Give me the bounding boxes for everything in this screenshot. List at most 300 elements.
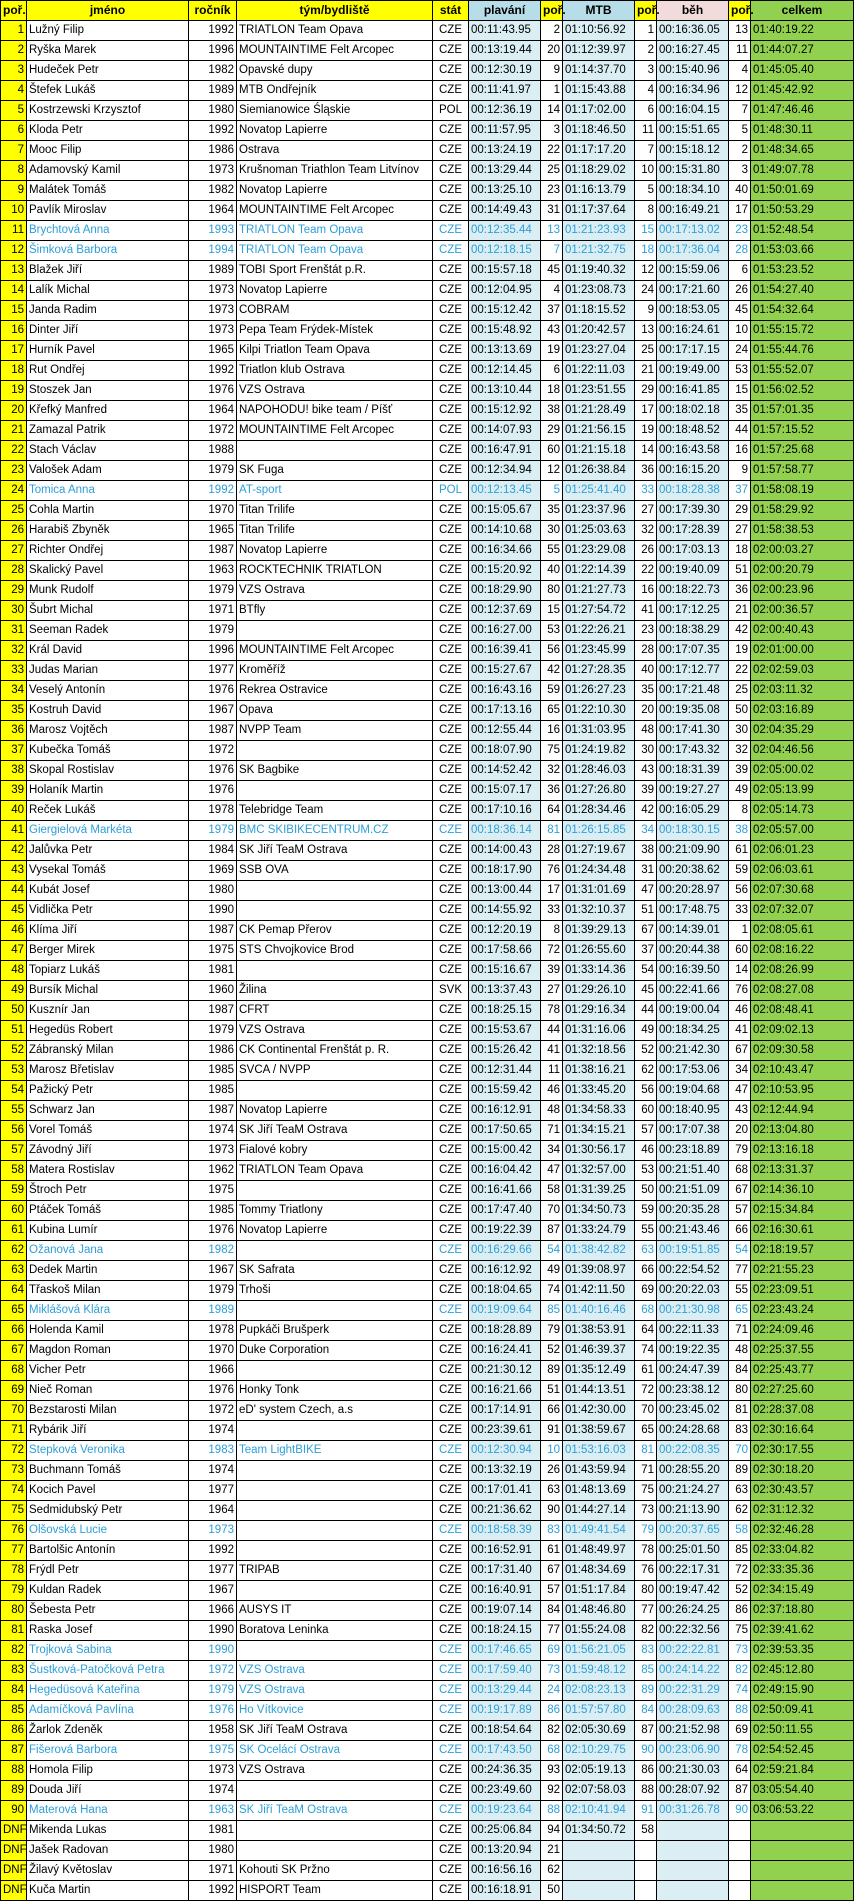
country-cell: CZE xyxy=(433,821,469,841)
run-rank-cell: 22 xyxy=(729,661,751,681)
swim-time-cell: 00:15:27.67 xyxy=(469,661,541,681)
year-cell: 1989 xyxy=(189,261,237,281)
mtb-rank-cell: 26 xyxy=(635,541,657,561)
year-cell: 1982 xyxy=(189,1241,237,1261)
year-cell: 1964 xyxy=(189,201,237,221)
table-row xyxy=(1,821,854,841)
mtb-time-cell: 01:29:16.34 xyxy=(563,1001,635,1021)
year-cell: 1996 xyxy=(189,641,237,661)
name-cell: Miklášová Klára xyxy=(27,1301,189,1321)
mtb-time-cell: 01:32:10.37 xyxy=(563,901,635,921)
mtb-rank-cell: 14 xyxy=(635,441,657,461)
run-time-cell: 00:17:21.60 xyxy=(657,281,729,301)
team-cell: Novatop Lapierre xyxy=(237,181,433,201)
swim-time-cell: 00:15:07.17 xyxy=(469,781,541,801)
year-cell: 1996 xyxy=(189,41,237,61)
country-cell: CZE xyxy=(433,141,469,161)
name-cell: Magdon Roman xyxy=(27,1341,189,1361)
team-cell: SSB OVA xyxy=(237,861,433,881)
swim-rank-cell: 13 xyxy=(541,221,563,241)
name-cell: Bezstarosti Milan xyxy=(27,1401,189,1421)
year-cell: 1980 xyxy=(189,881,237,901)
placement-cell: 33 xyxy=(1,661,27,681)
swim-time-cell: 00:15:20.92 xyxy=(469,561,541,581)
run-time-cell: 00:21:24.27 xyxy=(657,1481,729,1501)
total-time-cell: 02:06:01.23 xyxy=(751,841,854,861)
year-cell: 1975 xyxy=(189,1741,237,1761)
run-rank-cell: 38 xyxy=(729,821,751,841)
country-cell: CZE xyxy=(433,361,469,381)
swim-rank-cell: 52 xyxy=(541,1341,563,1361)
mtb-rank-cell: 38 xyxy=(635,841,657,861)
placement-cell: 62 xyxy=(1,1241,27,1261)
swim-rank-cell: 61 xyxy=(541,1541,563,1561)
name-cell: Hurník Pavel xyxy=(27,341,189,361)
mtb-rank-cell: 52 xyxy=(635,1041,657,1061)
year-cell: 1975 xyxy=(189,941,237,961)
mtb-time-cell xyxy=(563,1861,635,1881)
team-cell: CFRT xyxy=(237,1001,433,1021)
total-time-cell: 02:09:30.58 xyxy=(751,1041,854,1061)
country-cell: CZE xyxy=(433,801,469,821)
year-cell: 1969 xyxy=(189,861,237,881)
mtb-time-cell: 01:24:34.48 xyxy=(563,861,635,881)
year-cell: 1987 xyxy=(189,541,237,561)
name-cell: Ryška Marek xyxy=(27,41,189,61)
team-cell: NVPP Team xyxy=(237,721,433,741)
table-row xyxy=(1,1621,854,1641)
mtb-time-cell: 01:38:16.21 xyxy=(563,1061,635,1081)
run-time-cell: 00:17:03.13 xyxy=(657,541,729,561)
placement-cell: 17 xyxy=(1,341,27,361)
total-time-cell: 02:24:09.46 xyxy=(751,1321,854,1341)
swim-time-cell: 00:19:17.89 xyxy=(469,1701,541,1721)
mtb-time-cell: 01:48:46.80 xyxy=(563,1601,635,1621)
placement-cell: 3 xyxy=(1,61,27,81)
mtb-rank-cell: 56 xyxy=(635,1081,657,1101)
swim-time-cell: 00:18:07.90 xyxy=(469,741,541,761)
run-rank-cell: 33 xyxy=(729,901,751,921)
team-cell: AT-sport xyxy=(237,481,433,501)
country-cell: CZE xyxy=(433,921,469,941)
run-rank-cell: 10 xyxy=(729,321,751,341)
name-cell: Lužný Filip xyxy=(27,21,189,41)
swim-time-cell: 00:24:36.35 xyxy=(469,1761,541,1781)
name-cell: Vidlička Petr xyxy=(27,901,189,921)
year-cell: 1974 xyxy=(189,1781,237,1801)
mtb-rank-cell: 34 xyxy=(635,821,657,841)
placement-cell: 53 xyxy=(1,1061,27,1081)
run-time-cell: 00:16:36.05 xyxy=(657,21,729,41)
swim-rank-cell: 91 xyxy=(541,1421,563,1441)
swim-rank-cell: 39 xyxy=(541,961,563,981)
name-cell: Štroch Petr xyxy=(27,1181,189,1201)
run-rank-cell: 23 xyxy=(729,221,751,241)
name-cell: Šubrt Michal xyxy=(27,601,189,621)
mtb-rank-cell: 87 xyxy=(635,1721,657,1741)
run-time-cell: 00:22:08.35 xyxy=(657,1441,729,1461)
total-time-cell: 01:52:48.54 xyxy=(751,221,854,241)
mtb-rank-cell: 7 xyxy=(635,141,657,161)
run-time-cell: 00:18:34.25 xyxy=(657,1021,729,1041)
team-cell: ROCKTECHNIK TRIATLON xyxy=(237,561,433,581)
team-cell: Ho Vítkovice xyxy=(237,1701,433,1721)
team-cell: Siemianowice Śląskie xyxy=(237,101,433,121)
mtb-time-cell: 01:27:19.67 xyxy=(563,841,635,861)
run-time-cell: 00:24:14.22 xyxy=(657,1661,729,1681)
year-cell: 1973 xyxy=(189,281,237,301)
name-cell: Skalický Pavel xyxy=(27,561,189,581)
run-time-cell: 00:19:35.08 xyxy=(657,701,729,721)
run-rank-cell: 47 xyxy=(729,1081,751,1101)
name-cell: Giergielová Markéta xyxy=(27,821,189,841)
table-row xyxy=(1,701,854,721)
swim-time-cell: 00:12:13.45 xyxy=(469,481,541,501)
swim-rank-cell: 88 xyxy=(541,1801,563,1821)
mtb-time-cell: 01:17:02.00 xyxy=(563,101,635,121)
mtb-time-cell: 01:39:08.97 xyxy=(563,1261,635,1281)
year-cell: 1990 xyxy=(189,901,237,921)
total-time-cell: 02:08:48.41 xyxy=(751,1001,854,1021)
country-cell: CZE xyxy=(433,1541,469,1561)
name-cell: Homola Filip xyxy=(27,1761,189,1781)
mtb-time-cell: 01:26:27.23 xyxy=(563,681,635,701)
team-cell: TRIPAB xyxy=(237,1561,433,1581)
run-time-cell: 00:25:01.50 xyxy=(657,1541,729,1561)
swim-rank-cell: 35 xyxy=(541,501,563,521)
run-rank-cell: 69 xyxy=(729,1721,751,1741)
year-cell: 1963 xyxy=(189,1801,237,1821)
run-rank-cell: 68 xyxy=(729,1161,751,1181)
swim-rank-cell: 84 xyxy=(541,1601,563,1621)
name-cell: Kuča Martin xyxy=(27,1881,189,1901)
run-time-cell: 00:18:28.38 xyxy=(657,481,729,501)
table-row xyxy=(1,621,854,641)
placement-cell: 75 xyxy=(1,1501,27,1521)
team-cell: Boratova Leninka xyxy=(237,1621,433,1641)
mtb-time-cell: 01:21:56.15 xyxy=(563,421,635,441)
run-rank-cell: 24 xyxy=(729,341,751,361)
name-cell: Šustková-Patočková Petra xyxy=(27,1661,189,1681)
mtb-time-cell: 01:59:48.12 xyxy=(563,1661,635,1681)
country-cell: CZE xyxy=(433,901,469,921)
swim-rank-cell: 62 xyxy=(541,1861,563,1881)
run-time-cell: 00:24:28.68 xyxy=(657,1421,729,1441)
placement-cell: 13 xyxy=(1,261,27,281)
team-cell: VZS Ostrava xyxy=(237,1761,433,1781)
team-cell: Pepa Team Frýdek-Místek xyxy=(237,321,433,341)
swim-rank-cell: 89 xyxy=(541,1361,563,1381)
mtb-time-cell: 01:18:29.02 xyxy=(563,161,635,181)
country-cell: CZE xyxy=(433,1281,469,1301)
year-cell: 1992 xyxy=(189,21,237,41)
swim-time-cell: 00:12:30.94 xyxy=(469,1441,541,1461)
mtb-time-cell: 01:26:55.60 xyxy=(563,941,635,961)
year-cell: 1976 xyxy=(189,761,237,781)
total-time-cell: 02:25:37.55 xyxy=(751,1341,854,1361)
total-time-cell: 02:37:18.80 xyxy=(751,1601,854,1621)
mtb-rank-cell: 3 xyxy=(635,61,657,81)
header-por: poř. xyxy=(1,1,27,21)
name-cell: Šebesta Petr xyxy=(27,1601,189,1621)
team-cell: SK Jiří TeaM Ostrava xyxy=(237,1801,433,1821)
team-cell xyxy=(237,1481,433,1501)
mtb-rank-cell: 53 xyxy=(635,1161,657,1181)
mtb-time-cell: 01:25:03.63 xyxy=(563,521,635,541)
total-time-cell: 02:34:15.49 xyxy=(751,1581,854,1601)
swim-time-cell: 00:23:49.60 xyxy=(469,1781,541,1801)
swim-rank-cell: 71 xyxy=(541,1121,563,1141)
swim-time-cell: 00:16:43.16 xyxy=(469,681,541,701)
swim-rank-cell: 8 xyxy=(541,921,563,941)
placement-cell: 60 xyxy=(1,1201,27,1221)
swim-time-cell: 00:12:55.44 xyxy=(469,721,541,741)
run-rank-cell: 85 xyxy=(729,1541,751,1561)
team-cell: TRIATLON Team Opava xyxy=(237,241,433,261)
total-time-cell: 01:48:30.11 xyxy=(751,121,854,141)
team-cell xyxy=(237,621,433,641)
swim-time-cell: 00:16:34.66 xyxy=(469,541,541,561)
table-row xyxy=(1,201,854,221)
run-time-cell: 00:19:27.27 xyxy=(657,781,729,801)
mtb-time-cell: 01:24:19.82 xyxy=(563,741,635,761)
swim-rank-cell: 87 xyxy=(541,1221,563,1241)
run-rank-cell: 46 xyxy=(729,1001,751,1021)
team-cell: NAPOHODU! bike team / Píšť xyxy=(237,401,433,421)
mtb-time-cell: 01:17:37.64 xyxy=(563,201,635,221)
mtb-rank-cell: 60 xyxy=(635,1101,657,1121)
mtb-rank-cell: 11 xyxy=(635,121,657,141)
placement-cell: 49 xyxy=(1,981,27,1001)
run-rank-cell: 73 xyxy=(729,1641,751,1661)
total-time-cell: 01:44:07.27 xyxy=(751,41,854,61)
header-mtb: MTB xyxy=(563,1,635,21)
run-time-cell: 00:17:53.06 xyxy=(657,1061,729,1081)
total-time-cell: 01:40:19.22 xyxy=(751,21,854,41)
run-rank-cell: 36 xyxy=(729,581,751,601)
country-cell: CZE xyxy=(433,421,469,441)
placement-cell: 51 xyxy=(1,1021,27,1041)
year-cell: 1964 xyxy=(189,401,237,421)
name-cell: Fišerová Barbora xyxy=(27,1741,189,1761)
mtb-time-cell: 01:57:57.80 xyxy=(563,1701,635,1721)
swim-rank-cell: 7 xyxy=(541,241,563,261)
swim-rank-cell: 68 xyxy=(541,1741,563,1761)
country-cell: CZE xyxy=(433,1041,469,1061)
year-cell: 1989 xyxy=(189,1301,237,1321)
run-time-cell: 00:24:47.39 xyxy=(657,1361,729,1381)
mtb-time-cell: 01:27:26.80 xyxy=(563,781,635,801)
mtb-rank-cell: 74 xyxy=(635,1341,657,1361)
year-cell: 1986 xyxy=(189,141,237,161)
team-cell: BMC SKIBIKECENTRUM.CZ xyxy=(237,821,433,841)
swim-time-cell: 00:13:24.19 xyxy=(469,141,541,161)
mtb-time-cell: 01:27:54.72 xyxy=(563,601,635,621)
swim-time-cell: 00:17:58.66 xyxy=(469,941,541,961)
total-time-cell: 02:39:53.35 xyxy=(751,1641,854,1661)
table-row xyxy=(1,441,854,461)
country-cell: CZE xyxy=(433,881,469,901)
run-rank-cell: 80 xyxy=(729,1381,751,1401)
total-time-cell: 02:50:11.55 xyxy=(751,1721,854,1741)
mtb-rank-cell: 47 xyxy=(635,881,657,901)
swim-time-cell: 00:12:20.19 xyxy=(469,921,541,941)
team-cell xyxy=(237,1181,433,1201)
name-cell: Berger Mirek xyxy=(27,941,189,961)
year-cell: 1980 xyxy=(189,101,237,121)
total-time-cell: 02:05:14.73 xyxy=(751,801,854,821)
placement-cell: 69 xyxy=(1,1381,27,1401)
team-cell: SK Bagbike xyxy=(237,761,433,781)
team-cell: Opavské dupy xyxy=(237,61,433,81)
year-cell: 1976 xyxy=(189,781,237,801)
total-time-cell: 01:54:27.40 xyxy=(751,281,854,301)
run-time-cell: 00:19:51.85 xyxy=(657,1241,729,1261)
mtb-time-cell: 01:42:30.00 xyxy=(563,1401,635,1421)
year-cell: 1966 xyxy=(189,1601,237,1621)
total-time-cell: 02:00:20.79 xyxy=(751,561,854,581)
placement-cell: 22 xyxy=(1,441,27,461)
total-time-cell: 01:48:34.65 xyxy=(751,141,854,161)
run-rank-cell: 63 xyxy=(729,1481,751,1501)
mtb-rank-cell: 5 xyxy=(635,181,657,201)
country-cell: CZE xyxy=(433,1601,469,1621)
mtb-rank-cell: 46 xyxy=(635,1141,657,1161)
total-time-cell: 01:57:25.68 xyxy=(751,441,854,461)
run-rank-cell: 15 xyxy=(729,381,751,401)
placement-cell: 70 xyxy=(1,1401,27,1421)
total-time-cell: 02:31:12.32 xyxy=(751,1501,854,1521)
mtb-time-cell: 01:31:03.95 xyxy=(563,721,635,741)
year-cell: 1979 xyxy=(189,1681,237,1701)
total-time-cell: 01:49:07.78 xyxy=(751,161,854,181)
table-row xyxy=(1,1501,854,1521)
total-time-cell: 02:30:17.55 xyxy=(751,1441,854,1461)
table-row xyxy=(1,301,854,321)
placement-cell: 56 xyxy=(1,1121,27,1141)
mtb-rank-cell xyxy=(635,1841,657,1861)
placement-cell: 86 xyxy=(1,1721,27,1741)
swim-time-cell: 00:13:29.44 xyxy=(469,161,541,181)
swim-time-cell: 00:16:52.91 xyxy=(469,1541,541,1561)
name-cell: Nieč Roman xyxy=(27,1381,189,1401)
run-rank-cell: 67 xyxy=(729,1041,751,1061)
run-time-cell: 00:21:43.46 xyxy=(657,1221,729,1241)
placement-cell: 76 xyxy=(1,1521,27,1541)
placement-cell: 58 xyxy=(1,1161,27,1181)
name-cell: Štefek Lukáš xyxy=(27,81,189,101)
swim-rank-cell: 90 xyxy=(541,1501,563,1521)
mtb-time-cell: 01:22:14.39 xyxy=(563,561,635,581)
total-time-cell: 02:49:15.90 xyxy=(751,1681,854,1701)
year-cell: 1975 xyxy=(189,1181,237,1201)
swim-rank-cell: 70 xyxy=(541,1201,563,1221)
country-cell: CZE xyxy=(433,241,469,261)
total-time-cell: 02:03:11.32 xyxy=(751,681,854,701)
table-row xyxy=(1,1161,854,1181)
swim-time-cell: 00:18:25.15 xyxy=(469,1001,541,1021)
mtb-rank-cell: 84 xyxy=(635,1701,657,1721)
run-time-cell: 00:20:38.62 xyxy=(657,861,729,881)
swim-rank-cell: 40 xyxy=(541,561,563,581)
run-rank-cell: 84 xyxy=(729,1361,751,1381)
name-cell: Pažický Petr xyxy=(27,1081,189,1101)
swim-time-cell: 00:21:36.62 xyxy=(469,1501,541,1521)
mtb-time-cell: 01:15:43.88 xyxy=(563,81,635,101)
table-row xyxy=(1,1421,854,1441)
swim-time-cell: 00:16:41.66 xyxy=(469,1181,541,1201)
swim-rank-cell: 92 xyxy=(541,1781,563,1801)
mtb-rank-cell: 86 xyxy=(635,1761,657,1781)
run-rank-cell: 37 xyxy=(729,481,751,501)
team-cell: TRIATLON Team Opava xyxy=(237,1161,433,1181)
year-cell: 1993 xyxy=(189,221,237,241)
name-cell: Mooc Filip xyxy=(27,141,189,161)
table-row xyxy=(1,501,854,521)
name-cell: Kocich Pavel xyxy=(27,1481,189,1501)
name-cell: Holenda Kamil xyxy=(27,1321,189,1341)
results-body xyxy=(1,21,854,1901)
table-row xyxy=(1,101,854,121)
mtb-time-cell: 01:23:45.99 xyxy=(563,641,635,661)
mtb-rank-cell: 75 xyxy=(635,1481,657,1501)
placement-cell: 9 xyxy=(1,181,27,201)
placement-cell: DNF xyxy=(1,1881,27,1901)
run-time-cell: 00:17:41.30 xyxy=(657,721,729,741)
table-row xyxy=(1,41,854,61)
run-time-cell: 00:21:52.98 xyxy=(657,1721,729,1741)
year-cell: 1992 xyxy=(189,1881,237,1901)
swim-rank-cell: 5 xyxy=(541,481,563,501)
header-rocnik: ročník xyxy=(189,1,237,21)
run-time-cell: 00:15:18.12 xyxy=(657,141,729,161)
total-time-cell: 02:18:19.57 xyxy=(751,1241,854,1261)
run-time-cell: 00:28:55.20 xyxy=(657,1461,729,1481)
country-cell: CZE xyxy=(433,1181,469,1201)
mtb-rank-cell: 61 xyxy=(635,1361,657,1381)
total-time-cell: 02:00:23.96 xyxy=(751,581,854,601)
table-row xyxy=(1,1441,854,1461)
name-cell: Blažek Jiří xyxy=(27,261,189,281)
swim-rank-cell: 38 xyxy=(541,401,563,421)
mtb-rank-cell: 67 xyxy=(635,921,657,941)
run-rank-cell: 52 xyxy=(729,1581,751,1601)
mtb-time-cell: 01:48:34.69 xyxy=(563,1561,635,1581)
run-time-cell xyxy=(657,1881,729,1901)
run-time-cell: 00:17:43.32 xyxy=(657,741,729,761)
table-row xyxy=(1,1841,854,1861)
swim-time-cell: 00:18:58.39 xyxy=(469,1521,541,1541)
mtb-time-cell: 01:22:26.21 xyxy=(563,621,635,641)
run-time-cell: 00:23:38.12 xyxy=(657,1381,729,1401)
country-cell: CZE xyxy=(433,1701,469,1721)
team-cell xyxy=(237,1781,433,1801)
swim-time-cell: 00:12:30.19 xyxy=(469,61,541,81)
total-time-cell: 02:00:40.43 xyxy=(751,621,854,641)
swim-time-cell: 00:14:52.42 xyxy=(469,761,541,781)
mtb-time-cell: 01:32:57.00 xyxy=(563,1161,635,1181)
swim-time-cell: 00:19:23.64 xyxy=(469,1801,541,1821)
placement-cell: 8 xyxy=(1,161,27,181)
total-time-cell: 02:12:44.94 xyxy=(751,1101,854,1121)
table-row xyxy=(1,1241,854,1261)
team-cell xyxy=(237,1521,433,1541)
header-por-mtb: poř. xyxy=(635,1,657,21)
run-rank-cell: 66 xyxy=(729,1221,751,1241)
run-rank-cell: 50 xyxy=(729,701,751,721)
swim-time-cell: 00:12:37.69 xyxy=(469,601,541,621)
run-time-cell: 00:20:44.38 xyxy=(657,941,729,961)
